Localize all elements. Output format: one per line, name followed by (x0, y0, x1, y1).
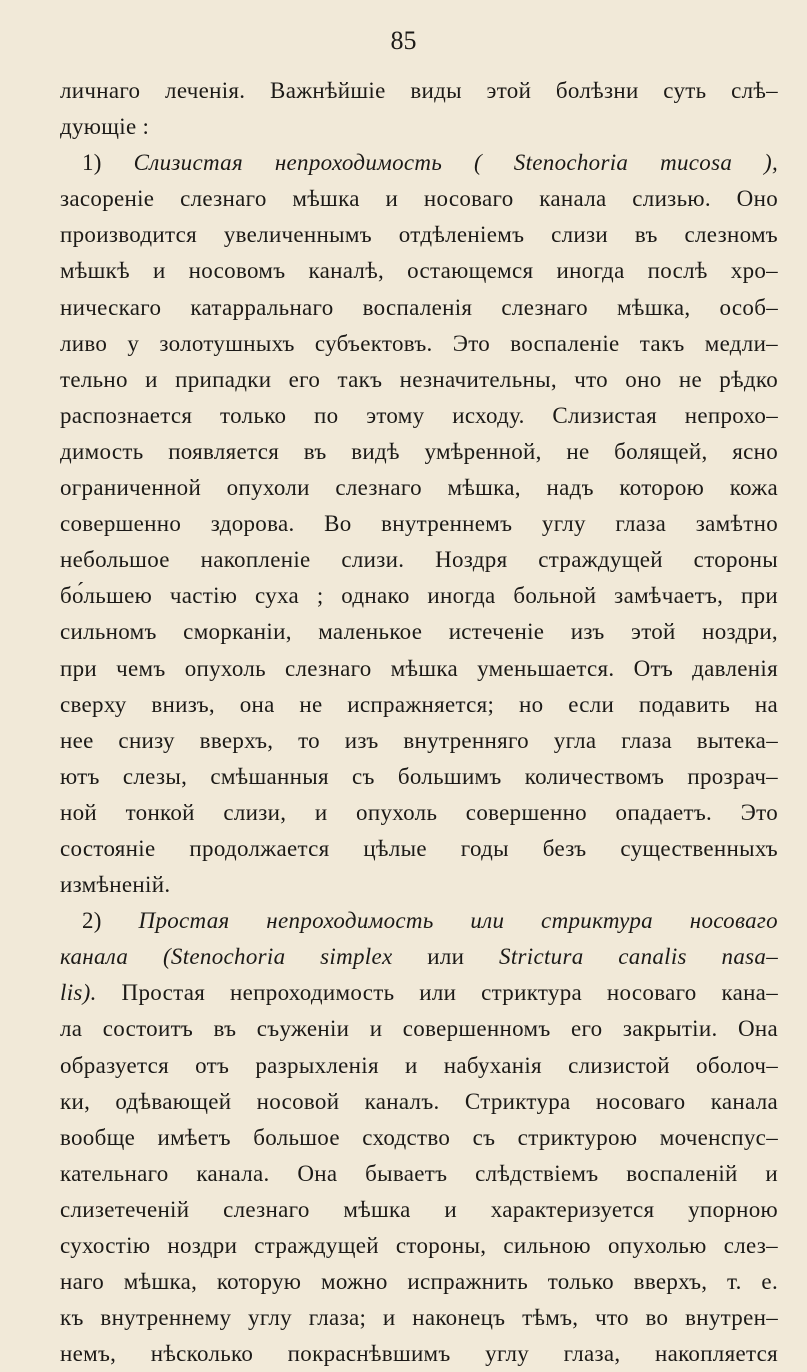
text-line (60, 1264, 778, 1300)
text-segment: образуется отъ разрыхленія и набуханія слизистой оболоч– (60, 1052, 778, 1078)
text-segment: ки, одѣвающей носовой каналъ. Стриктура носоваго канала (60, 1088, 778, 1114)
text-line (60, 759, 778, 795)
text-line (60, 253, 778, 289)
text-segment: измѣненій. (60, 872, 171, 898)
text-line (60, 1336, 778, 1372)
text-segment: слизетеченій слезнаго мѣшка и характеризуется упорною (60, 1196, 778, 1222)
text-line (60, 145, 778, 181)
text-line (60, 362, 778, 398)
body-text (60, 73, 778, 1372)
text-line (60, 434, 778, 470)
text-segment: мѣшкѣ и носовомъ каналѣ, остающемся иногда послѣ хро– (60, 258, 778, 284)
text-line (60, 109, 778, 145)
text-segment: кательнаго канала. Она бываетъ слѣдствіемъ воспаленій и (60, 1160, 778, 1186)
text-segment: сверху внизъ, она не испражняется; но если подавить на (60, 691, 778, 717)
text-line (60, 867, 778, 903)
text-segment: производится увеличеннымъ отдѣленіемъ слизи въ слезномъ (60, 222, 778, 248)
text-line (60, 217, 778, 253)
text-line (60, 326, 778, 362)
italic-text-segment: канала (Stenochoria simplex (60, 944, 428, 970)
text-segment: 2) (82, 908, 139, 934)
text-segment: Простая непроходимость или стриктура носоваго кана– (121, 980, 778, 1006)
text-line (60, 614, 778, 650)
text-segment: тельно и припадки его такъ незначительны, что оно не рѣдко (60, 366, 778, 392)
text-segment: ливо у золотушныхъ субъектовъ. Это воспаленіе такъ медли– (60, 330, 778, 356)
text-line (60, 1084, 778, 1120)
text-line (60, 687, 778, 723)
text-segment: при чемъ опухоль слезнаго мѣшка уменьшается. Отъ давленія (60, 655, 778, 681)
text-segment: распознается только по этому исходу. Слизистая непрохо– (60, 402, 778, 428)
text-line (60, 939, 778, 975)
italic-text-segment: lis). (60, 980, 122, 1006)
text-line (60, 1011, 778, 1047)
text-segment: совершенно здорова. Во внутреннемъ углу глаза замѣтно (60, 511, 778, 537)
page-number: 85 (390, 26, 417, 55)
italic-text-segment: Слизистая непроходимость ( Stenochoria mucosa ), (133, 150, 779, 176)
text-segment: ла состоитъ въ съуженіи и совершенномъ его закрытіи. Она (60, 1016, 778, 1042)
text-segment: наго мѣшка, которую можно испражнить только вверхъ, т. е. (60, 1269, 778, 1295)
text-line (60, 651, 778, 687)
text-segment: сухостію ноздри страждущей стороны, сильною опухолью слез– (60, 1233, 778, 1258)
text-line (60, 1192, 778, 1228)
text-line (60, 1156, 778, 1192)
text-line (60, 903, 778, 939)
text-line (60, 73, 778, 109)
text-segment: или (427, 944, 500, 970)
text-line (60, 578, 778, 614)
text-segment: засореніе слезнаго мѣшка и носоваго канала слизью. Оно (60, 186, 778, 212)
text-line (60, 181, 778, 217)
text-line (60, 470, 778, 506)
text-line (60, 290, 778, 326)
text-segment: дующіе : (60, 114, 150, 140)
text-line (60, 975, 778, 1011)
text-line (60, 723, 778, 759)
text-segment: немъ, нѣсколько покраснѣвшимъ углу глаза, накопляется (60, 1341, 778, 1367)
text-segment: ограниченной опухоли слезнаго мѣшка, надъ которою кожа (60, 475, 778, 501)
text-segment: вообще имѣетъ большое сходство съ стриктурою моченспус– (60, 1124, 778, 1150)
text-segment: небольшое накопленіе слизи. Ноздря страждущей стороны (60, 547, 778, 573)
text-segment: личнаго леченія. Важнѣйшіе виды этой болѣзни суть слѣ– (60, 78, 778, 103)
text-segment: бо́льшею частію суха ; однако иногда больной замѣчаетъ, при (60, 583, 778, 609)
text-segment: ническаго катарральнаго воспаленія слезнаго мѣшка, особ– (60, 294, 778, 320)
text-line (60, 542, 778, 578)
text-segment: состояніе продолжается цѣлые годы безъ существенныхъ (60, 835, 778, 861)
text-line (60, 398, 778, 434)
italic-text-segment: Strictura canalis nasa– (499, 944, 779, 970)
text-line (60, 795, 778, 831)
text-segment: 1) (82, 150, 134, 176)
italic-text-segment: Простая непроходимость или стриктура носоваго (138, 908, 778, 934)
text-line (60, 1300, 778, 1336)
text-segment: димость появляется въ видѣ умѣренной, не болящей, ясно (60, 438, 778, 464)
text-line (60, 1048, 778, 1084)
text-line (60, 1228, 778, 1264)
text-line (60, 831, 778, 867)
text-line (60, 506, 778, 542)
text-segment: ютъ слезы, смѣшанныя съ большимъ количествомъ прозрач– (60, 763, 778, 789)
text-segment: къ внутреннему углу глаза; и наконецъ тѣмъ, что во внутрен– (60, 1305, 778, 1331)
text-segment: нее снизу вверхъ, то изъ внутренняго угла глаза вытека– (60, 727, 778, 753)
text-line (60, 1120, 778, 1156)
text-segment: ной тонкой слизи, и опухоль совершенно опадаетъ. Это (60, 799, 778, 825)
text-segment: сильномъ сморканіи, маленькое истеченіе изъ этой ноздри, (60, 619, 778, 645)
